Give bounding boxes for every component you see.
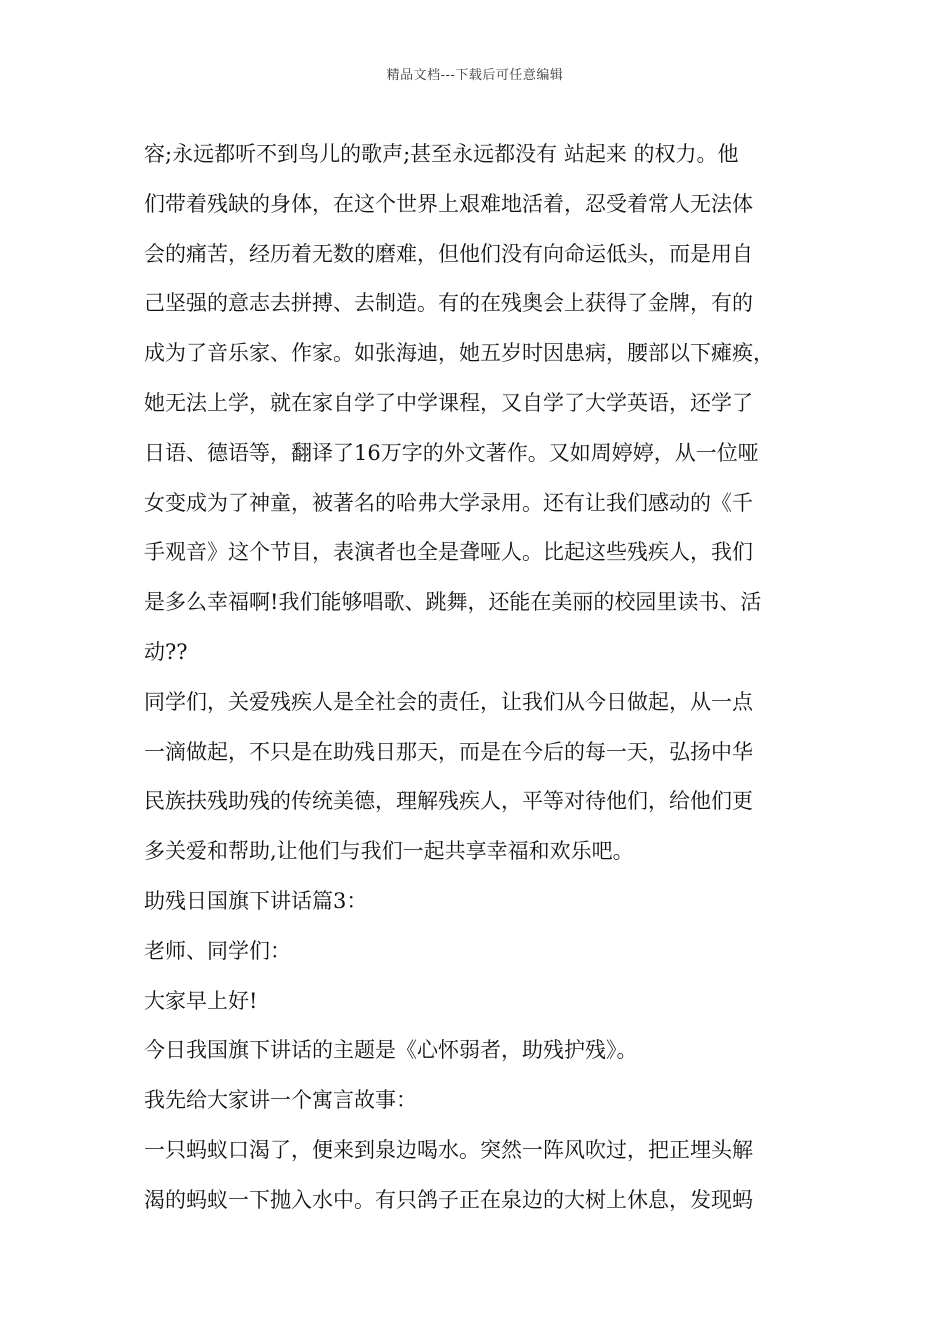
text-line: 们带着残缺的身体，在这个世界上艰难地活着，忍受着常人无法体 [144, 191, 753, 216]
body-text [144, 130, 814, 1226]
section-heading: 助残日国旗下讲话篇3： [144, 888, 368, 913]
text-line: 动?? [144, 639, 188, 664]
text-line: 多关爱和帮助,让他们与我们一起共享幸福和欢乐吧。 [144, 839, 634, 864]
page-header: 精品文档---下载后可任意编辑 [386, 68, 564, 83]
text-line: 老师、同学们： [144, 938, 291, 963]
text-line: 容;永远都听不到鸟儿的歌声;甚至永远都没有 站起来 的权力。他 [144, 142, 739, 166]
text-line: 手观音》这个节目，表演者也全是聋哑人。比起这些残疾人，我们 [144, 540, 753, 565]
text-line: 大家早上好! [144, 988, 258, 1013]
text-line: 会的痛苦，经历着无数的磨难，但他们没有向命运低头，而是用自 [144, 241, 753, 266]
text-line: 渴的蚂蚁一下抛入水中。有只鸽子正在泉边的大树上休息，发现蚂 [144, 1187, 753, 1212]
text-line: 成为了音乐家、作家。如张海迪，她五岁时因患病，腰部以下瘫痪， [144, 341, 774, 366]
text-line: 今日我国旗下讲话的主题是《心怀弱者，助残护残》。 [144, 1038, 638, 1063]
text-line: 一滴做起，不只是在助残日那天，而是在今后的每一天，弘扬中华 [144, 739, 753, 764]
text-line: 我先给大家讲一个寓言故事： [144, 1088, 417, 1113]
text-line: 一只蚂蚁口渴了，便来到泉边喝水。突然一阵风吹过，把正埋头解 [144, 1137, 753, 1162]
text-line: 她无法上学，就在家自学了中学课程，又自学了大学英语，还学了 [144, 390, 753, 415]
text-line: 同学们，关爱残疾人是全社会的责任，让我们从今日做起，从一点 [144, 689, 753, 714]
text-line: 己坚强的意志去拼搏、去制造。有的在残奥会上获得了金牌，有的 [144, 291, 753, 316]
text-line: 日语、德语等，翻译了16万字的外文著作。又如周婷婷，从一位哑 [144, 440, 759, 465]
text-line: 民族扶残助残的传统美德，理解残疾人，平等对待他们，给他们更 [144, 789, 753, 814]
text-line: 是多么幸福啊!我们能够唱歌、跳舞，还能在美丽的校园里读书、活 [144, 590, 762, 615]
text-line: 女变成为了神童，被著名的哈弗大学录用。还有让我们感动的《千 [144, 490, 753, 515]
